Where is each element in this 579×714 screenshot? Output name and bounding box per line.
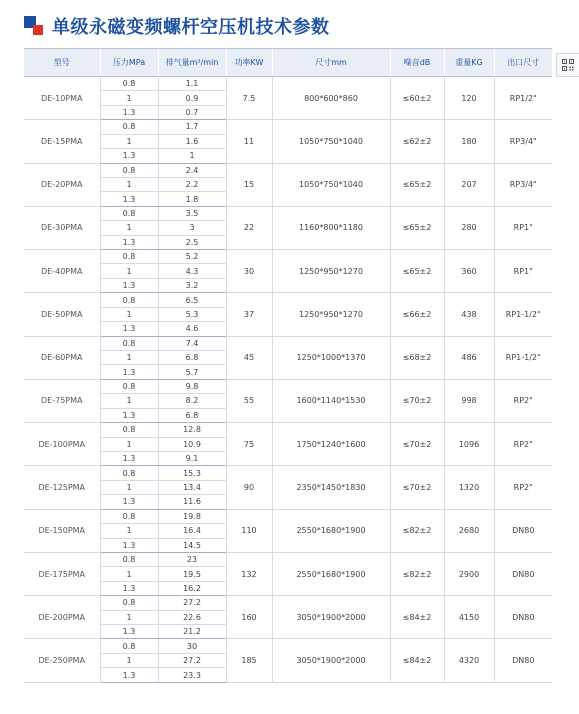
flow-cell: 5.2	[158, 250, 226, 264]
outlet-cell: RP1"	[494, 206, 552, 249]
size-cell: 2350*1450*1830	[272, 466, 390, 509]
pressure-cell: 0.8	[100, 423, 158, 437]
outlet-cell: RP1"	[494, 250, 552, 293]
outlet-cell: RP3/4"	[494, 163, 552, 206]
model-cell: DE-175PMA	[24, 552, 100, 595]
noise-cell: ≤70±2	[390, 379, 444, 422]
pressure-cell: 1	[100, 394, 158, 408]
size-cell: 1160*800*1180	[272, 206, 390, 249]
flow-cell: 15.3	[158, 466, 226, 480]
pressure-cell: 1	[100, 91, 158, 105]
size-cell: 1250*950*1270	[272, 293, 390, 336]
pressure-cell: 0.8	[100, 336, 158, 350]
flow-cell: 11.6	[158, 495, 226, 509]
flow-cell: 13.4	[158, 480, 226, 494]
flow-cell: 19.5	[158, 567, 226, 581]
pressure-cell: 0.8	[100, 77, 158, 91]
flow-cell: 8.2	[158, 394, 226, 408]
spec-table	[24, 48, 552, 683]
power-cell: 75	[226, 423, 272, 466]
power-cell: 30	[226, 250, 272, 293]
size-cell: 1750*1240*1600	[272, 423, 390, 466]
size-cell: 1250*1000*1370	[272, 336, 390, 379]
power-cell: 7.5	[226, 77, 272, 120]
flow-cell: 1.8	[158, 192, 226, 206]
weight-cell: 207	[444, 163, 494, 206]
noise-cell: ≤66±2	[390, 293, 444, 336]
flow-cell: 6.5	[158, 293, 226, 307]
size-cell: 1050*750*1040	[272, 163, 390, 206]
noise-cell: ≤82±2	[390, 509, 444, 552]
weight-cell: 998	[444, 379, 494, 422]
pressure-cell: 0.8	[100, 466, 158, 480]
pressure-cell: 1.3	[100, 495, 158, 509]
pressure-cell: 1	[100, 480, 158, 494]
size-cell: 2550*1680*1900	[272, 509, 390, 552]
outlet-cell: DN80	[494, 596, 552, 639]
table-row	[24, 77, 552, 91]
col-header-flow: 排气量m³/min	[158, 49, 226, 77]
model-cell: DE-20PMA	[24, 163, 100, 206]
pressure-cell: 0.8	[100, 206, 158, 220]
noise-cell: ≤65±2	[390, 206, 444, 249]
table-row	[24, 336, 552, 350]
table-row	[24, 163, 552, 177]
pressure-cell: 0.8	[100, 552, 158, 566]
power-cell: 110	[226, 509, 272, 552]
power-cell: 160	[226, 596, 272, 639]
power-cell: 22	[226, 206, 272, 249]
power-cell: 45	[226, 336, 272, 379]
pressure-cell: 1.3	[100, 105, 158, 119]
flow-cell: 3	[158, 221, 226, 235]
outlet-cell: DN80	[494, 552, 552, 595]
col-header-power: 功率KW	[226, 49, 272, 77]
pressure-cell: 1.3	[100, 408, 158, 422]
model-cell: DE-30PMA	[24, 206, 100, 249]
flow-cell: 5.3	[158, 307, 226, 321]
noise-cell: ≤84±2	[390, 639, 444, 682]
size-cell: 1050*750*1040	[272, 120, 390, 163]
flow-cell: 9.8	[158, 379, 226, 393]
outlet-cell: RP1-1/2"	[494, 336, 552, 379]
flow-cell: 23.3	[158, 668, 226, 682]
table-row	[24, 206, 552, 220]
noise-cell: ≤60±2	[390, 77, 444, 120]
flow-cell: 1.6	[158, 134, 226, 148]
weight-cell: 280	[444, 206, 494, 249]
pressure-cell: 1	[100, 524, 158, 538]
col-header-noise: 噪音dB	[390, 49, 444, 77]
flow-cell: 27.2	[158, 596, 226, 610]
weight-cell: 360	[444, 250, 494, 293]
flow-cell: 4.3	[158, 264, 226, 278]
model-cell: DE-10PMA	[24, 77, 100, 120]
pressure-cell: 1.3	[100, 581, 158, 595]
pressure-cell: 1	[100, 307, 158, 321]
noise-cell: ≤70±2	[390, 466, 444, 509]
pressure-cell: 1	[100, 567, 158, 581]
pressure-cell: 1.3	[100, 668, 158, 682]
flow-cell: 2.2	[158, 177, 226, 191]
flow-cell: 22.6	[158, 610, 226, 624]
pressure-cell: 0.8	[100, 379, 158, 393]
table-row	[24, 379, 552, 393]
size-cell: 1600*1140*1530	[272, 379, 390, 422]
outlet-cell: RP2"	[494, 379, 552, 422]
flow-cell: 12.8	[158, 423, 226, 437]
col-header-pressure: 压力MPa	[100, 49, 158, 77]
model-cell: DE-250PMA	[24, 639, 100, 682]
pressure-cell: 1.3	[100, 278, 158, 292]
pressure-cell: 1.3	[100, 192, 158, 206]
qr-code-icon[interactable]	[556, 53, 579, 77]
flow-cell: 3.5	[158, 206, 226, 220]
outlet-cell: RP1/2"	[494, 77, 552, 120]
outlet-cell: RP2"	[494, 423, 552, 466]
flow-cell: 6.8	[158, 351, 226, 365]
weight-cell: 4150	[444, 596, 494, 639]
model-cell: DE-15PMA	[24, 120, 100, 163]
pressure-cell: 1.3	[100, 149, 158, 163]
flow-cell: 1	[158, 149, 226, 163]
outlet-cell: RP1-1/2"	[494, 293, 552, 336]
pressure-cell: 1	[100, 221, 158, 235]
col-header-outlet: 出口尺寸	[494, 49, 552, 77]
flow-cell: 5.7	[158, 365, 226, 379]
model-cell: DE-75PMA	[24, 379, 100, 422]
flow-cell: 30	[158, 639, 226, 653]
pressure-cell: 0.8	[100, 250, 158, 264]
noise-cell: ≤65±2	[390, 250, 444, 293]
table-row	[24, 250, 552, 264]
weight-cell: 1096	[444, 423, 494, 466]
weight-cell: 4320	[444, 639, 494, 682]
page-title: 单级永磁变频螺杆空压机技术参数	[52, 17, 330, 38]
pressure-cell: 1.3	[100, 538, 158, 552]
brand-logo-icon	[24, 16, 44, 36]
noise-cell: ≤68±2	[390, 336, 444, 379]
flow-cell: 2.5	[158, 235, 226, 249]
table-row	[24, 120, 552, 134]
size-cell: 3050*1900*2000	[272, 596, 390, 639]
pressure-cell: 1.3	[100, 365, 158, 379]
power-cell: 55	[226, 379, 272, 422]
flow-cell: 3.2	[158, 278, 226, 292]
weight-cell: 2900	[444, 552, 494, 595]
col-header-size: 尺寸mm	[272, 49, 390, 77]
flow-cell: 27.2	[158, 653, 226, 667]
flow-cell: 7.4	[158, 336, 226, 350]
outlet-cell: RP2"	[494, 466, 552, 509]
col-header-weight: 重量KG	[444, 49, 494, 77]
noise-cell: ≤70±2	[390, 423, 444, 466]
model-cell: DE-125PMA	[24, 466, 100, 509]
pressure-cell: 1	[100, 177, 158, 191]
pressure-cell: 1.3	[100, 322, 158, 336]
power-cell: 37	[226, 293, 272, 336]
outlet-cell: DN80	[494, 639, 552, 682]
model-cell: DE-150PMA	[24, 509, 100, 552]
outlet-cell: RP3/4"	[494, 120, 552, 163]
flow-cell: 10.9	[158, 437, 226, 451]
size-cell: 1250*950*1270	[272, 250, 390, 293]
power-cell: 185	[226, 639, 272, 682]
pressure-cell: 0.8	[100, 596, 158, 610]
model-cell: DE-50PMA	[24, 293, 100, 336]
power-cell: 90	[226, 466, 272, 509]
col-header-model: 型号	[24, 49, 100, 77]
model-cell: DE-60PMA	[24, 336, 100, 379]
pressure-cell: 1.3	[100, 235, 158, 249]
size-cell: 3050*1900*2000	[272, 639, 390, 682]
weight-cell: 486	[444, 336, 494, 379]
flow-cell: 0.7	[158, 105, 226, 119]
flow-cell: 6.8	[158, 408, 226, 422]
table-row	[24, 293, 552, 307]
table-row	[24, 466, 552, 480]
power-cell: 11	[226, 120, 272, 163]
weight-cell: 438	[444, 293, 494, 336]
flow-cell: 4.6	[158, 322, 226, 336]
page-header	[24, 12, 330, 40]
pressure-cell: 0.8	[100, 120, 158, 134]
model-cell: DE-200PMA	[24, 596, 100, 639]
noise-cell: ≤84±2	[390, 596, 444, 639]
flow-cell: 1.7	[158, 120, 226, 134]
pressure-cell: 1	[100, 134, 158, 148]
pressure-cell: 1.3	[100, 625, 158, 639]
noise-cell: ≤65±2	[390, 163, 444, 206]
size-cell: 2550*1680*1900	[272, 552, 390, 595]
weight-cell: 180	[444, 120, 494, 163]
pressure-cell: 0.8	[100, 293, 158, 307]
model-cell: DE-100PMA	[24, 423, 100, 466]
size-cell: 800*600*860	[272, 77, 390, 120]
flow-cell: 9.1	[158, 451, 226, 465]
pressure-cell: 0.8	[100, 509, 158, 523]
flow-cell: 21.2	[158, 625, 226, 639]
flow-cell: 23	[158, 552, 226, 566]
pressure-cell: 1	[100, 351, 158, 365]
pressure-cell: 1	[100, 264, 158, 278]
pressure-cell: 1	[100, 437, 158, 451]
flow-cell: 16.2	[158, 581, 226, 595]
pressure-cell: 0.8	[100, 163, 158, 177]
pressure-cell: 1	[100, 610, 158, 624]
power-cell: 15	[226, 163, 272, 206]
weight-cell: 2680	[444, 509, 494, 552]
noise-cell: ≤62±2	[390, 120, 444, 163]
noise-cell: ≤82±2	[390, 552, 444, 595]
table-row	[24, 509, 552, 523]
weight-cell: 1320	[444, 466, 494, 509]
table-header-row	[24, 49, 552, 77]
flow-cell: 16.4	[158, 524, 226, 538]
flow-cell: 19.8	[158, 509, 226, 523]
table-row	[24, 639, 552, 653]
power-cell: 132	[226, 552, 272, 595]
flow-cell: 0.9	[158, 91, 226, 105]
pressure-cell: 0.8	[100, 639, 158, 653]
pressure-cell: 1.3	[100, 451, 158, 465]
outlet-cell: DN80	[494, 509, 552, 552]
pressure-cell: 1	[100, 653, 158, 667]
table-row	[24, 423, 552, 437]
model-cell: DE-40PMA	[24, 250, 100, 293]
flow-cell: 2.4	[158, 163, 226, 177]
flow-cell: 14.5	[158, 538, 226, 552]
table-row	[24, 596, 552, 610]
flow-cell: 1.1	[158, 77, 226, 91]
weight-cell: 120	[444, 77, 494, 120]
table-row	[24, 552, 552, 566]
